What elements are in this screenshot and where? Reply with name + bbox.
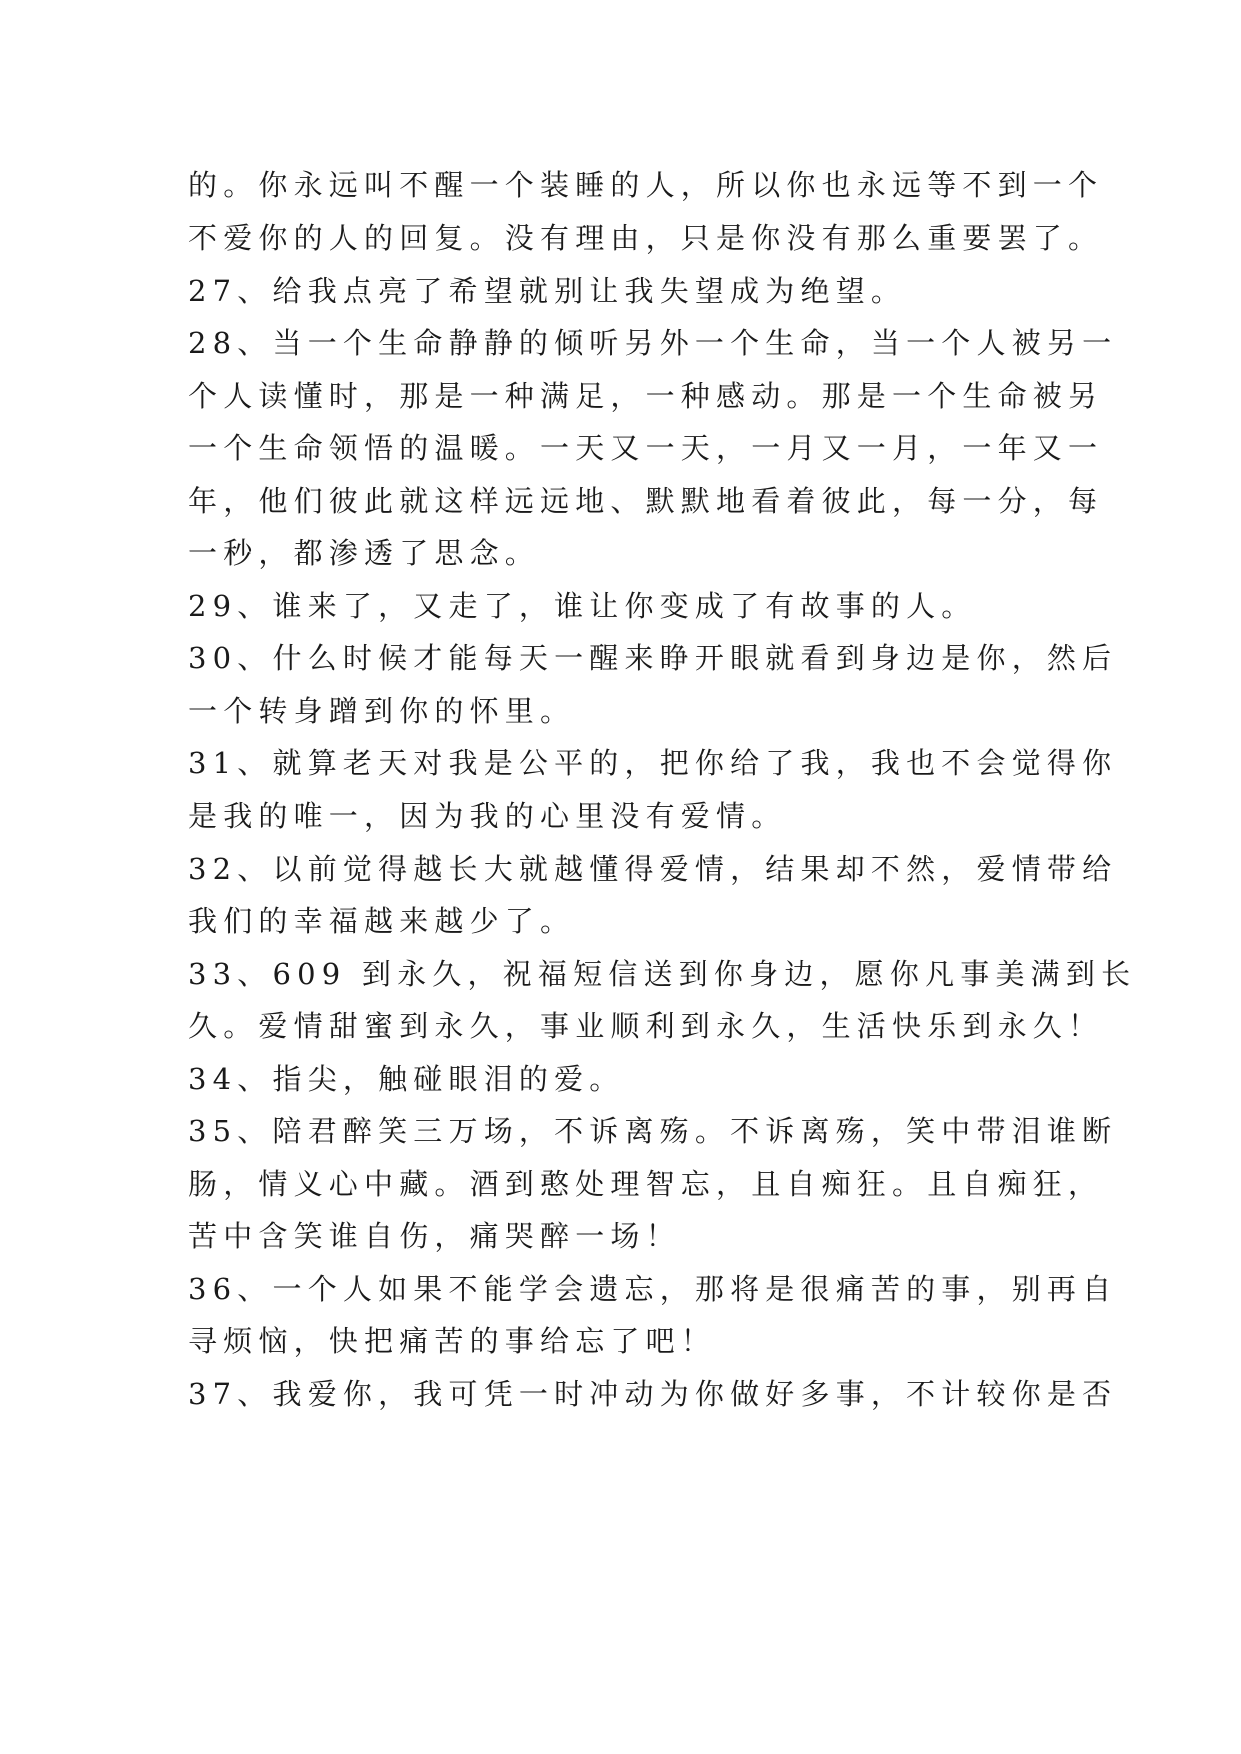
text-line: 肠，情义心中藏。酒到憨处理智忘，且自痴狂。且自痴狂， — [188, 1167, 1104, 1201]
text-line: 个人读懂时，那是一种满足，一种感动。那是一个生命被另 — [188, 379, 1104, 413]
text-line: 寻烦恼，快把痛苦的事给忘了吧！ — [188, 1324, 717, 1358]
text-line: 29、谁来了，又走了，谁让你变成了有故事的人。 — [188, 589, 977, 623]
text-line: 34、指尖，触碰眼泪的爱。 — [188, 1062, 625, 1096]
text-line: 32、以前觉得越长大就越懂得爱情，结果却不然，爱情带给 — [188, 852, 1118, 886]
text-line: 年，他们彼此就这样远远地、默默地看着彼此，每一分，每 — [188, 484, 1104, 518]
text-line: 我们的幸福越来越少了。 — [188, 904, 576, 938]
text-line: 35、陪君醉笑三万场，不诉离殇。不诉离殇，笑中带泪谁断 — [188, 1114, 1118, 1148]
text-line: 36、一个人如果不能学会遗忘，那将是很痛苦的事，别再自 — [188, 1272, 1118, 1306]
text-line: 一个转身蹭到你的怀里。 — [188, 694, 576, 728]
text-line: 一个生命领悟的温暖。一天又一天，一月又一月，一年又一 — [188, 431, 1104, 465]
text-line: 30、什么时候才能每天一醒来睁开眼就看到身边是你，然后 — [188, 641, 1118, 675]
text-line: 是我的唯一，因为我的心里没有爱情。 — [188, 799, 787, 833]
text-line: 31、就算老天对我是公平的，把你给了我，我也不会觉得你 — [188, 746, 1118, 780]
text-line: 久。爱情甜蜜到永久，事业顺利到永久，生活快乐到永久！ — [188, 1009, 1104, 1043]
text-line: 一秒，都渗透了思念。 — [188, 536, 541, 570]
text-line: 的。你永远叫不醒一个装睡的人，所以你也永远等不到一个 — [188, 168, 1104, 202]
text-line: 37、我爱你，我可凭一时冲动为你做好多事，不计较你是否 — [188, 1377, 1118, 1411]
text-line: 不爱你的人的回复。没有理由，只是你没有那么重要罢了。 — [188, 221, 1104, 255]
text-line: 28、当一个生命静静的倾听另外一个生命，当一个人被另一 — [188, 326, 1118, 360]
text-line: 苦中含笑谁自伤，痛哭醉一场！ — [188, 1219, 681, 1253]
text-line: 27、给我点亮了希望就别让我失望成为绝望。 — [188, 274, 907, 308]
text-line: 33、609 到永久，祝福短信送到你身边，愿你凡事美满到长 — [188, 957, 1137, 991]
